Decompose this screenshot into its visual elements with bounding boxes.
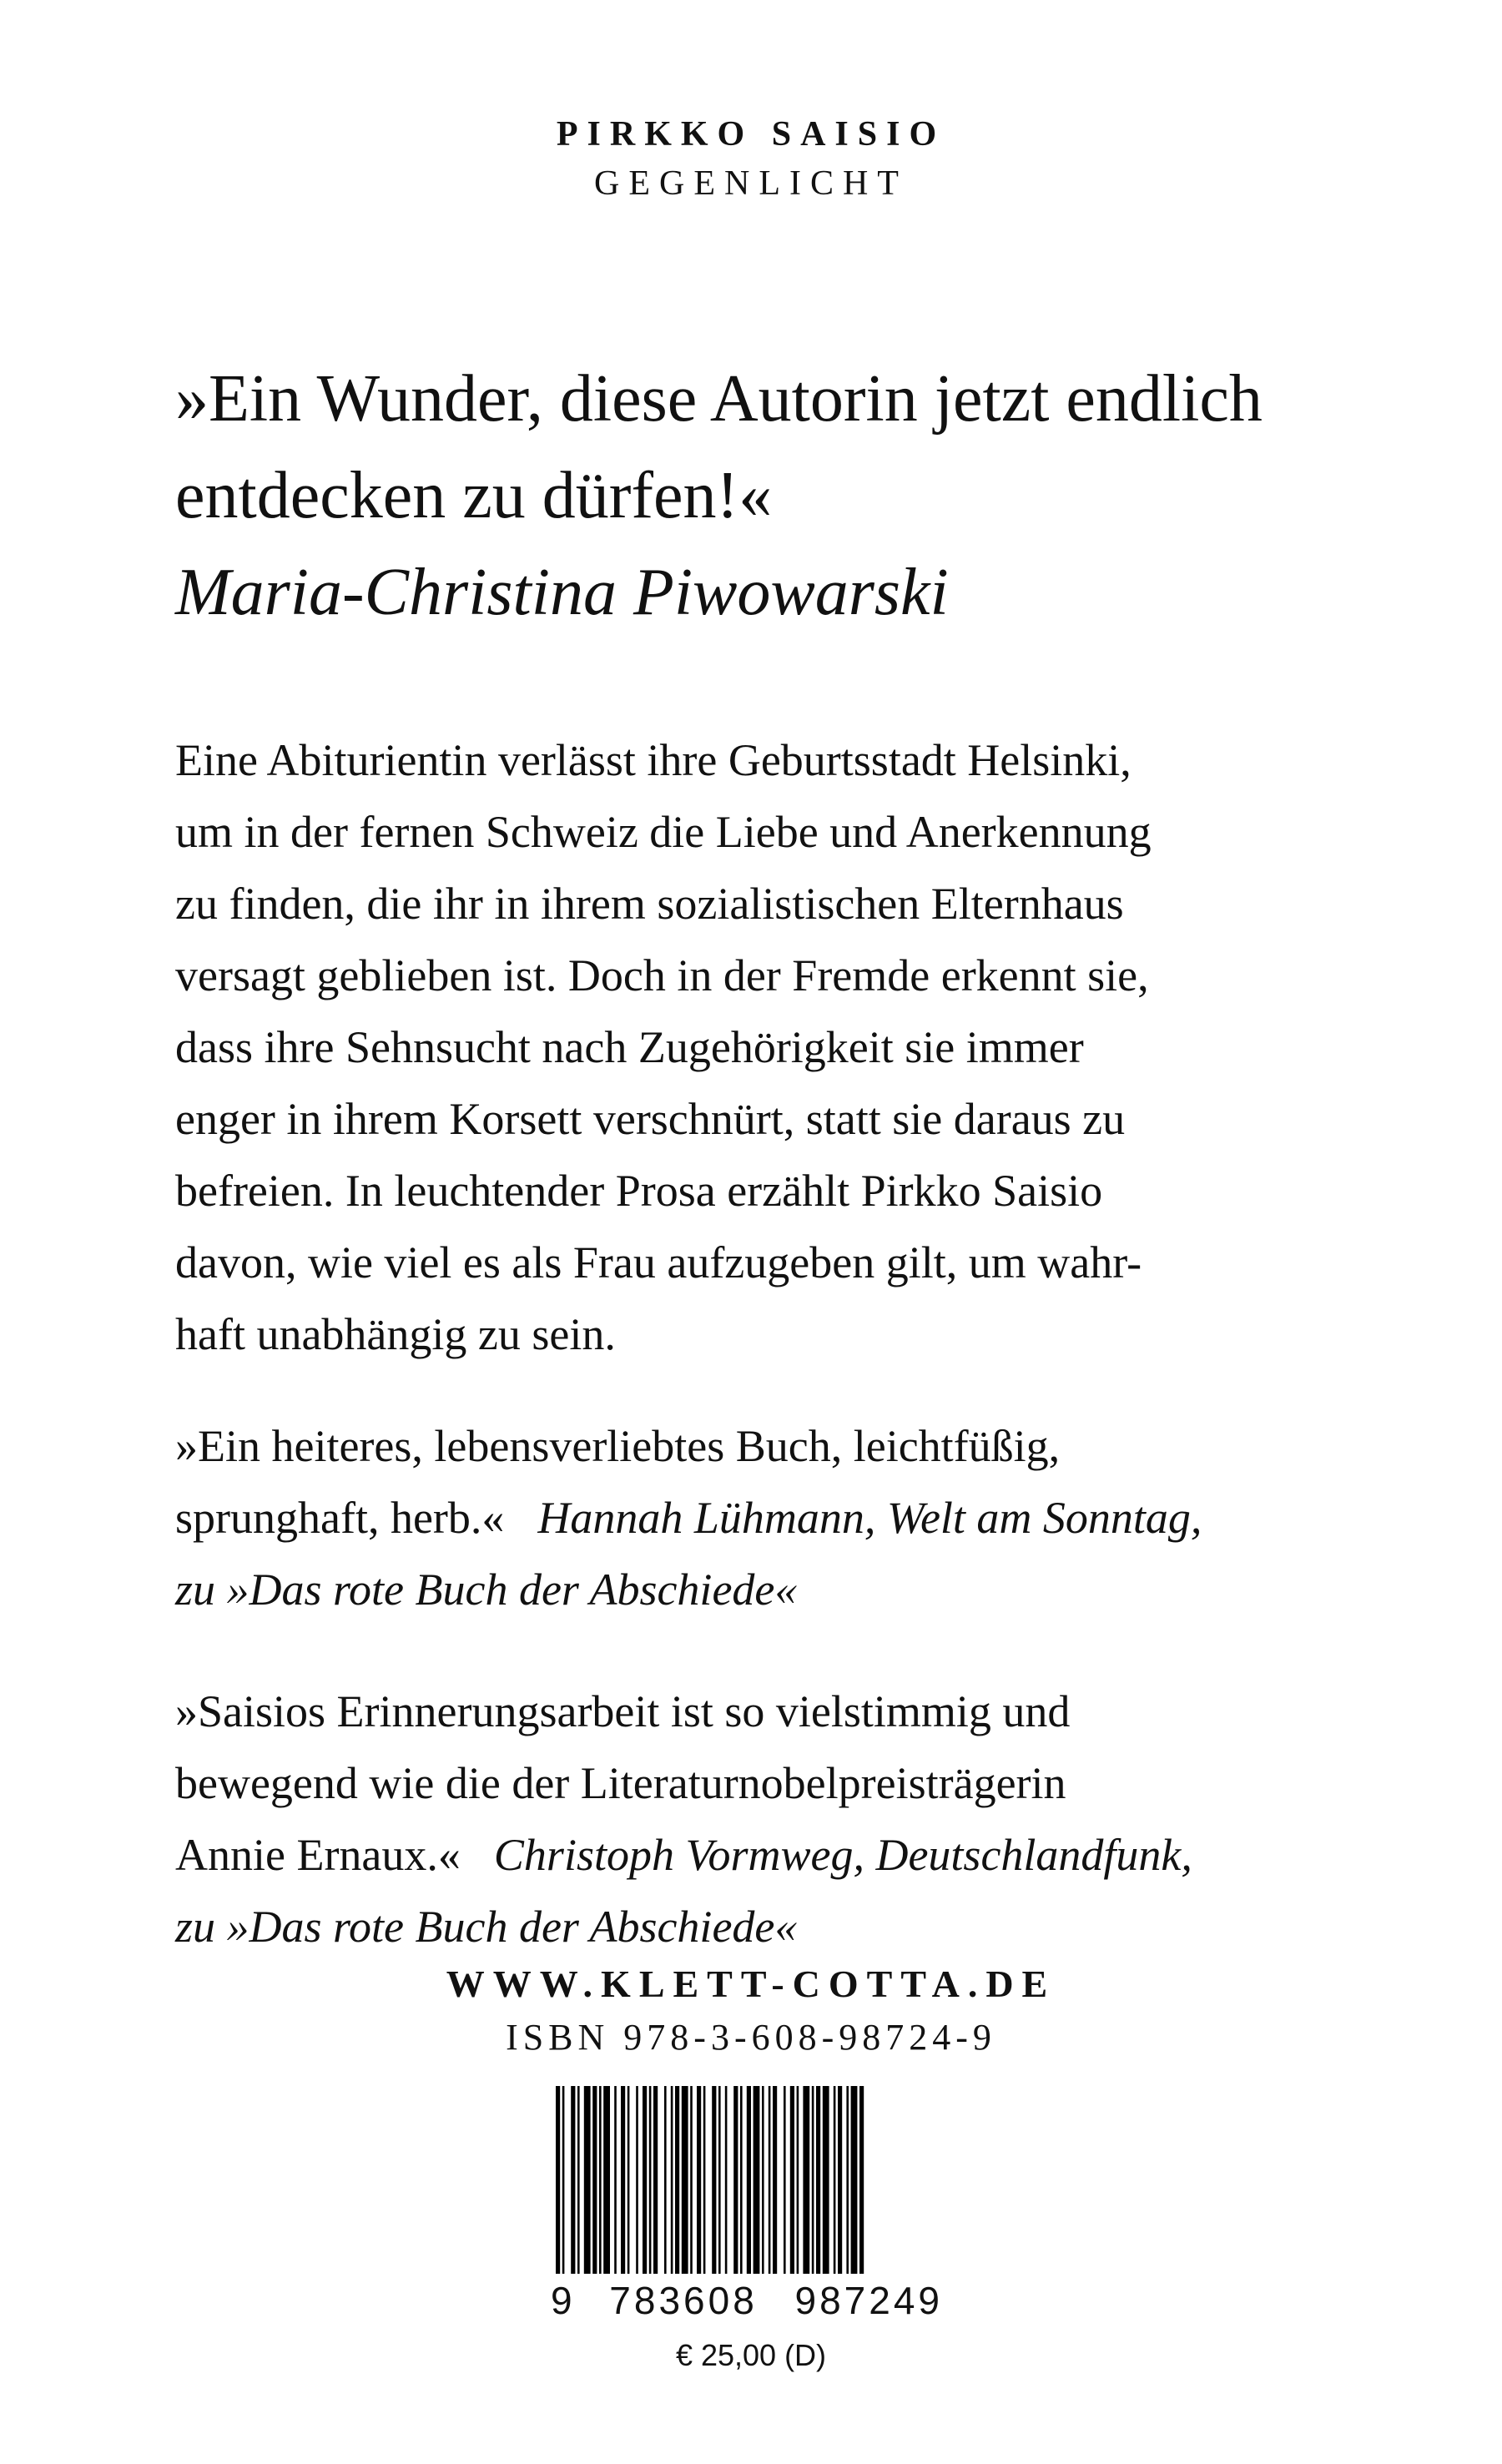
barcode-bar [784, 2086, 786, 2274]
publisher-website: WWW.KLETT-COTTA.DE [446, 1963, 1056, 2005]
headline-quote [175, 350, 1360, 641]
barcode-bar [823, 2086, 829, 2274]
blurb-line: befreien. In leuchtender Prosa erzählt Pirkko Saisio [175, 1166, 1103, 1216]
blurb-text [175, 724, 1368, 1370]
headline-quote-line-1: »Ein Wunder, diese Autorin jetzt endlich [175, 362, 1263, 436]
barcode-bar [790, 2086, 794, 2274]
review-attribution-reference: zu »Das rote Buch der Abschiede« [175, 1902, 798, 1952]
barcode-bar [643, 2086, 647, 2274]
barcode-bar [703, 2086, 706, 2274]
barcode-bar [851, 2086, 858, 2274]
barcode-bar [562, 2086, 565, 2274]
barcode-bar [773, 2086, 777, 2274]
barcode-bar [664, 2086, 667, 2274]
review-line [175, 1482, 1368, 1554]
review-line: »Ein heiteres, lebensverliebtes Buch, leichtfüßig, [175, 1421, 1061, 1471]
barcode-image [551, 2086, 943, 2274]
headline-quote-line-2: entdecken zu dürfen!« [175, 459, 773, 532]
barcode-bar [816, 2086, 820, 2274]
header [0, 110, 1502, 209]
review-attribution-reference: zu »Das rote Buch der Abschiede« [175, 1565, 798, 1615]
barcode-bar [754, 2086, 760, 2274]
barcode-bar [614, 2086, 617, 2274]
barcode-bar [690, 2086, 693, 2274]
author-name: PIRKKO SAISIO [556, 115, 946, 154]
barcode-bar [846, 2086, 849, 2274]
footer [0, 1958, 1502, 2064]
barcode-bar [577, 2086, 580, 2274]
barcode-bar [762, 2086, 764, 2274]
ean-group-2: 987249 [794, 2279, 943, 2322]
barcode-bar [682, 2086, 688, 2274]
barcode-bar [725, 2086, 728, 2274]
barcode-bar [636, 2086, 638, 2274]
price: € 25,00 (D) [675, 2338, 827, 2372]
barcode-bar [592, 2086, 597, 2274]
blurb-line: haft unabhängig zu sein. [175, 1309, 616, 1359]
barcode-bar [712, 2086, 716, 2274]
barcode-bar [803, 2086, 809, 2274]
barcode-bar [628, 2086, 630, 2274]
review-quote-1 [175, 1410, 1368, 1625]
barcode-bar [718, 2086, 721, 2274]
barcode-bar [859, 2086, 864, 2274]
barcode-bar [733, 2086, 738, 2274]
review-line: »Saisios Erinnerungsarbeit ist so vielstimmig und [175, 1686, 1071, 1736]
barcode-bar [621, 2086, 625, 2274]
barcode-bar [812, 2086, 814, 2274]
isbn: ISBN 978-3-608-98724-9 [506, 2017, 996, 2058]
blurb-line: Eine Abiturientin verlässt ihre Geburtsstadt Helsinki, [175, 735, 1132, 785]
review-quote-text: Annie Ernaux.« [175, 1830, 461, 1880]
blurb-line: enger in ihrem Korsett verschnürt, statt sie daraus zu [175, 1094, 1126, 1144]
blurb-line: davon, wie viel es als Frau aufzugeben gilt, um wahr- [175, 1237, 1142, 1287]
barcode-bar [556, 2086, 560, 2274]
barcode-bar [603, 2086, 610, 2274]
barcode-bar [571, 2086, 575, 2274]
blurb-line: zu finden, die ihr in ihrem sozialistischen Elternhaus [175, 879, 1124, 929]
review-line: bewegend wie die der Literaturnobelpreisträgerin [175, 1758, 1066, 1808]
barcode-digits [551, 2280, 943, 2321]
review-quote-2 [175, 1675, 1368, 1963]
blurb-line: um in der fernen Schweiz die Liebe und Anerkennung [175, 807, 1152, 857]
review-attribution: Christoph Vormweg, Deutschlandfunk, [493, 1830, 1192, 1880]
barcode-bar [797, 2086, 799, 2274]
barcode-bar [747, 2086, 751, 2274]
review-attribution: Hannah Lühmann, Welt am Sonntag, [537, 1493, 1202, 1543]
book-title: GEGENLICHT [594, 164, 908, 203]
barcode-bar [584, 2086, 591, 2274]
barcode-bar [834, 2086, 836, 2274]
blurb-line: versagt geblieben ist. Doch in der Fremde erkennt sie, [175, 950, 1149, 1000]
barcode-bar [649, 2086, 652, 2274]
barcode-bar [675, 2086, 679, 2274]
barcode-bar [653, 2086, 658, 2274]
barcode-bar [769, 2086, 771, 2274]
headline-quote-source: Maria-Christina Piwowarski [175, 556, 949, 629]
barcode-bar [697, 2086, 701, 2274]
ean-first-digit: 9 [551, 2279, 572, 2322]
ean-group-1: 783608 [609, 2279, 758, 2322]
barcode-bar [838, 2086, 842, 2274]
review-quote-text: sprunghaft, herb.« [175, 1493, 505, 1543]
blurb-line: dass ihre Sehnsucht nach Zugehörigkeit sie immer [175, 1022, 1084, 1072]
barcode-bar [671, 2086, 673, 2274]
barcode-bar [740, 2086, 743, 2274]
barcode-bar [599, 2086, 602, 2274]
review-line [175, 1819, 1368, 1891]
